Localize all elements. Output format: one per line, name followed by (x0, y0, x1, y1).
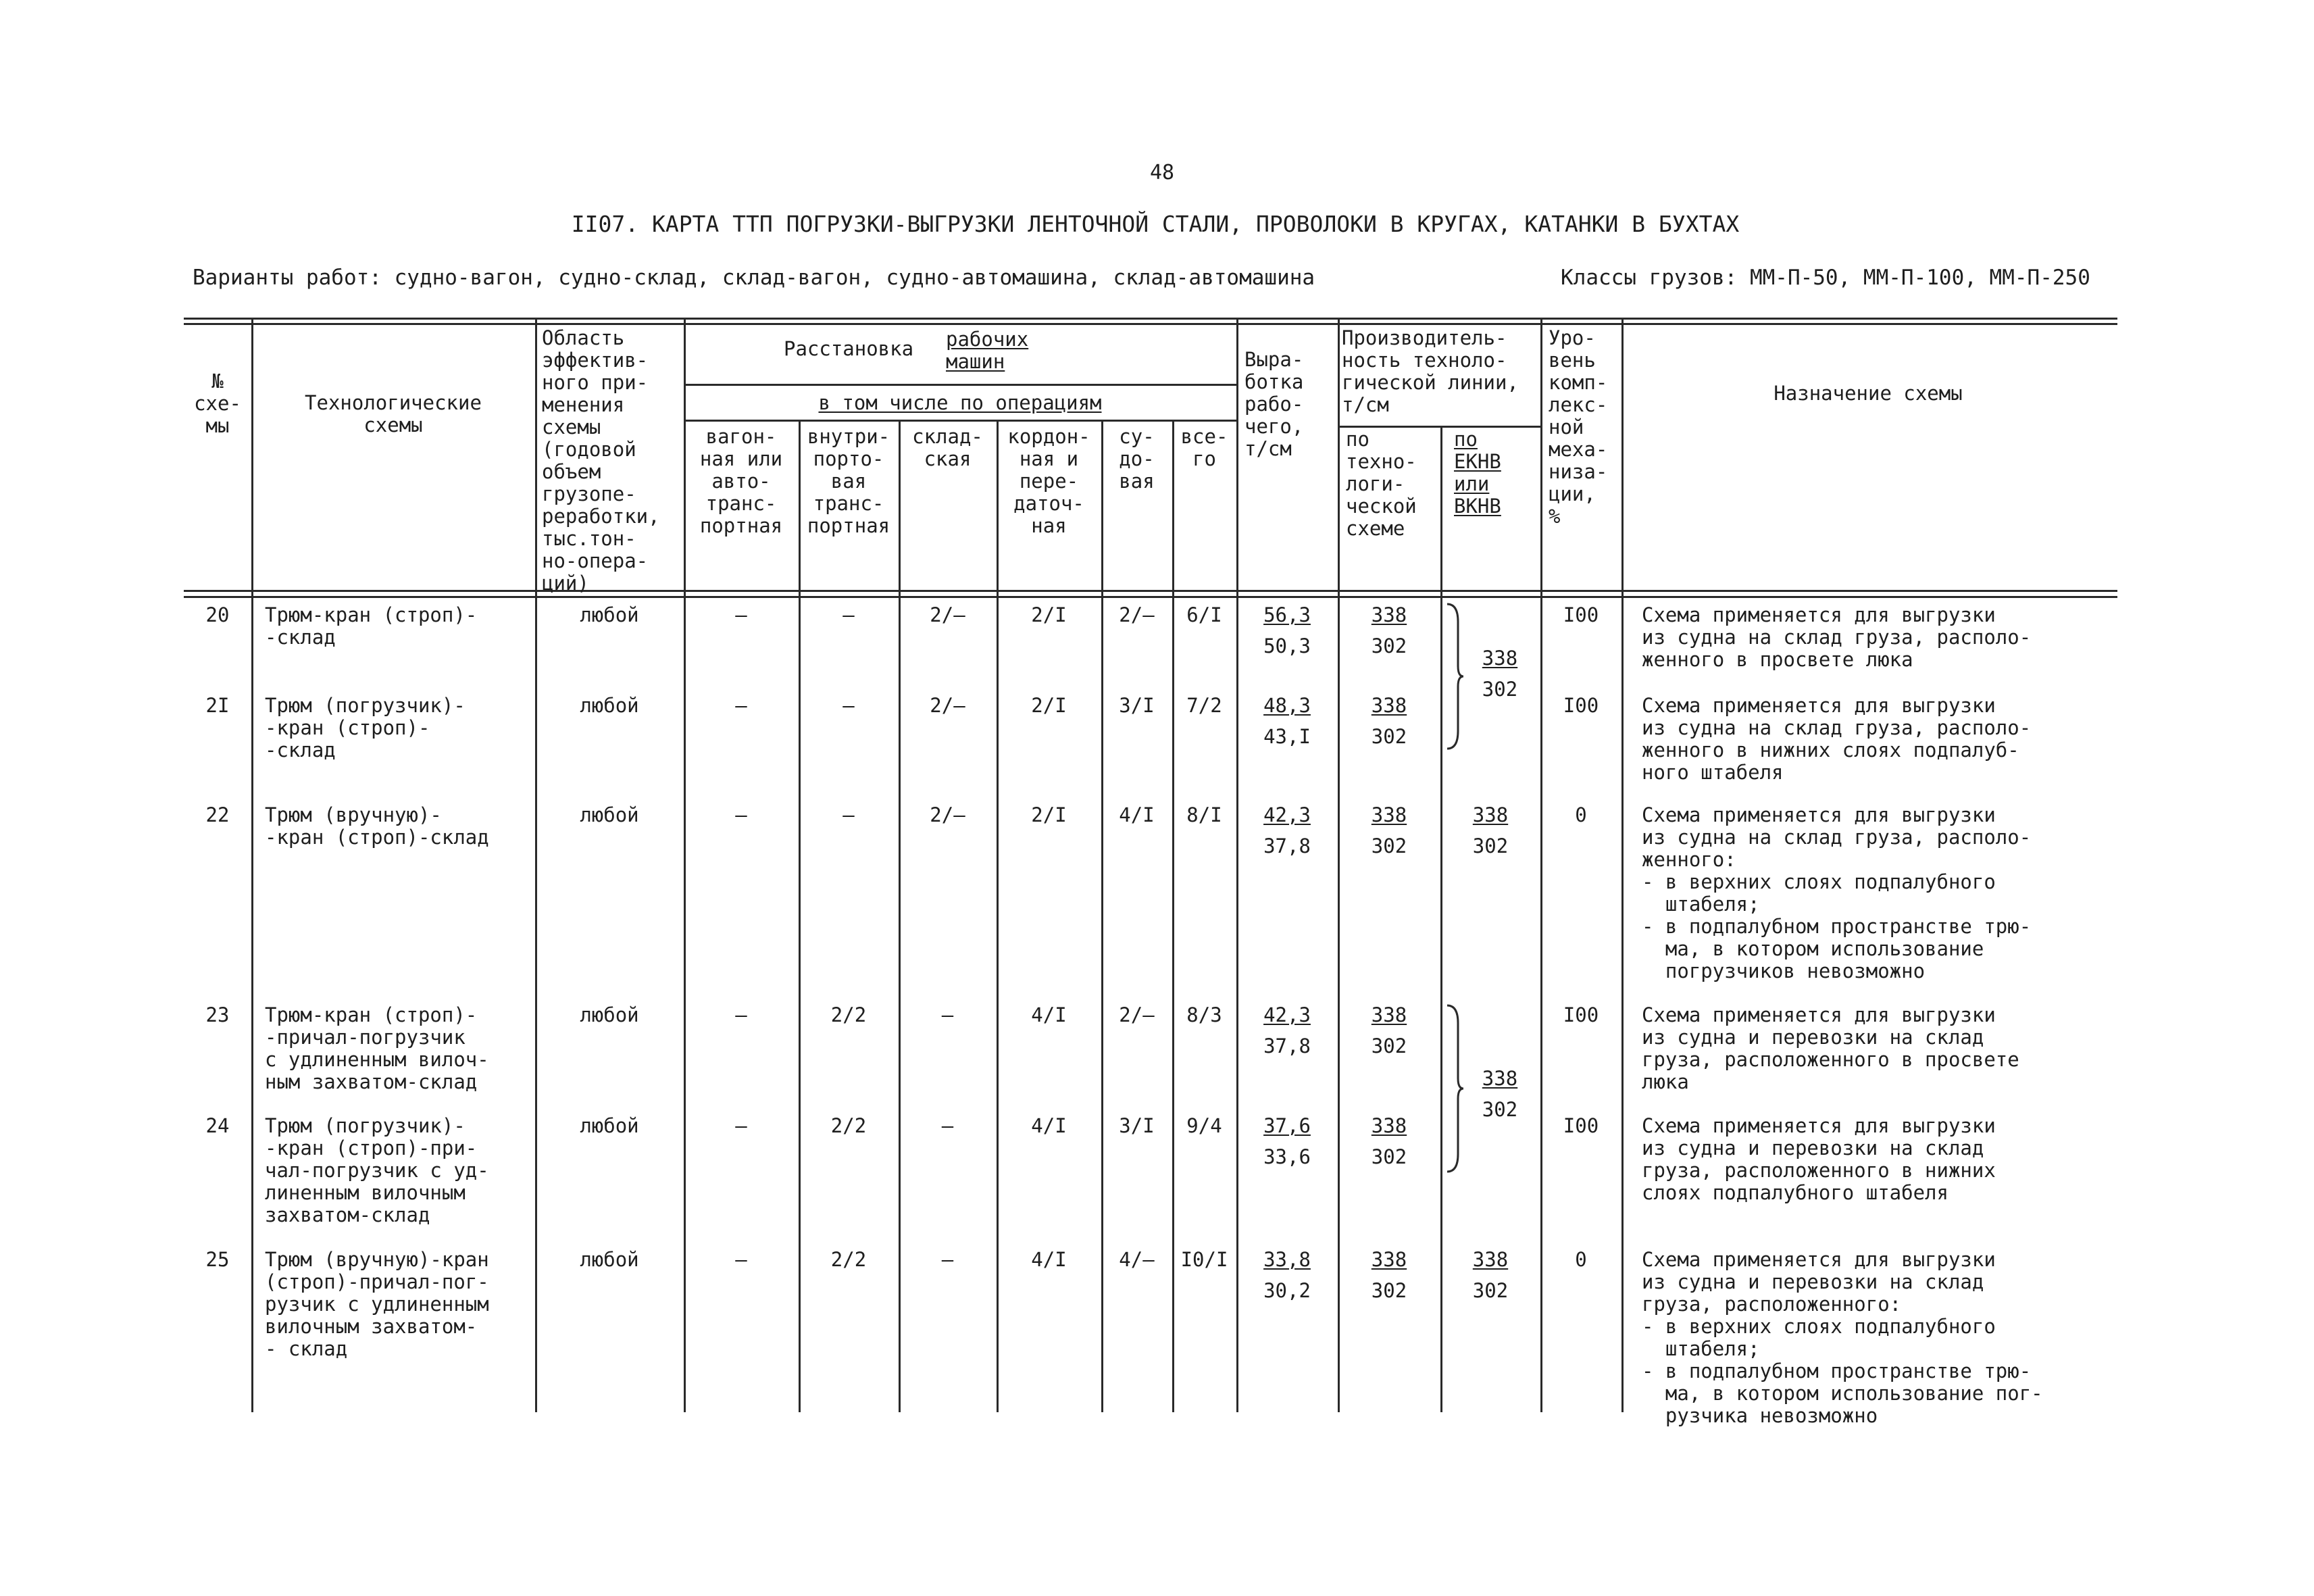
prod-top: 338 (1371, 1248, 1407, 1271)
header-output: Выра- ботка рабо- чего, т/см (1244, 348, 1304, 460)
op-inport-cell: – (842, 603, 855, 626)
header-purpose: Назначение схемы (1774, 382, 1963, 405)
op-wagon-cell: – (735, 803, 747, 826)
row-number: 2I (205, 694, 230, 717)
op-inport-cell: – (842, 694, 855, 717)
prod-top: 338 (1371, 694, 1407, 717)
prod-bottom: 302 (1371, 725, 1407, 748)
header-op-total: все- го (1180, 425, 1228, 470)
output-top: 48,3 (1263, 694, 1311, 717)
header-placement: Расстановка (784, 337, 926, 360)
header-op-inport: внутри- порто- вая транс- портная (807, 425, 890, 537)
cargo-classes: Классы грузов: ММ-П-50, ММ-П-100, ММ-П-250 (1561, 266, 2090, 290)
area-cell: любой (580, 1114, 639, 1137)
output-bottom: 30,2 (1263, 1279, 1311, 1302)
op-total-cell: 6/I (1186, 603, 1222, 626)
op-total-cell: I0/I (1180, 1248, 1228, 1271)
header-op-cordon: кордон- ная и пере- даточ- ная (1007, 425, 1090, 537)
output-top: 37,6 (1263, 1114, 1311, 1137)
output-bottom: 37,8 (1263, 1034, 1311, 1057)
area-cell: любой (580, 1248, 639, 1271)
document-title: II07. КАРТА ТТП ПОГРУЗКИ-ВЫГРУЗКИ ЛЕНТОЧНОЙ СТАЛИ, ПРОВОЛОКИ В КРУГАХ, КАТАНКИ В БУХТАХ (571, 211, 1740, 237)
output-top: 56,3 (1263, 603, 1311, 626)
group-ekn-bottom: 302 (1482, 678, 1518, 701)
header-op-warehouse: склад- ская (912, 425, 983, 470)
op-warehouse-cell: 2/– (930, 694, 965, 717)
header-mechanization-level: Уро- вень комп- лекс- ной меха- низа- ции, % (1549, 326, 1608, 528)
op-warehouse-cell: 2/– (930, 603, 965, 626)
header-operations: в том числе по операциям (818, 391, 1102, 414)
op-wagon-cell: – (735, 1114, 747, 1137)
op-warehouse-cell: – (941, 1003, 954, 1026)
header-placement-machines: рабочих машин (946, 328, 1029, 373)
purpose-cell: Схема применяется для выгрузки из судна и перевозки на склад груза, расположенного в нижних слоях подпалубного штабеля (1642, 1114, 1996, 1204)
header-schemes: Технологические схемы (305, 391, 482, 437)
op-total-cell: 8/I (1186, 803, 1222, 826)
area-cell: любой (580, 803, 639, 826)
output-bottom: 37,8 (1263, 834, 1311, 857)
ekn-bottom: 302 (1472, 1279, 1509, 1302)
op-inport-cell: 2/2 (830, 1003, 867, 1026)
prod-bottom: 302 (1371, 1279, 1407, 1302)
header-op-ship: су- до- вая (1119, 425, 1155, 493)
level-cell: 0 (1575, 803, 1587, 826)
scheme-text: Трюм (погрузчик)- -кран (строп)-при- чал-погрузчик с уд- линенным вилочным захватом-склад (265, 1114, 489, 1226)
level-cell: I00 (1563, 1003, 1599, 1026)
op-total-cell: 8/3 (1186, 1003, 1222, 1026)
purpose-cell: Схема применяется для выгрузки из судна на склад груза, располо- женного в просвете люка (1642, 603, 2032, 671)
page-number: 48 (1149, 161, 1175, 184)
header-prod-scheme: по техно- логи- ческой схеме (1346, 428, 1417, 540)
prod-bottom: 302 (1371, 834, 1407, 857)
scheme-text: Трюм (погрузчик)- -кран (строп)- -склад (265, 694, 466, 762)
purpose-cell: Схема применяется для выгрузки из судна и перевозки на склад груза, расположенного в просвете люка (1642, 1003, 2019, 1093)
output-top: 33,8 (1263, 1248, 1311, 1271)
level-cell: I00 (1563, 1114, 1599, 1137)
prod-bottom: 302 (1371, 1034, 1407, 1057)
op-ship-cell: 4/I (1119, 803, 1155, 826)
purpose-cell: Схема применяется для выгрузки из судна и перевозки на склад груза, расположенного: - в верхних слоях подпалубного штабеля; - в подпалубном пространстве трю- ма, в котором использование пог- рузчика невозможно (1642, 1248, 2043, 1427)
op-cordon-cell: 2/I (1031, 803, 1067, 826)
prod-top: 338 (1371, 1114, 1407, 1137)
scheme-text: Трюм-кран (строп)- -причал-погрузчик с удлиненным вилоч- ным захватом-склад (265, 1003, 489, 1093)
area-cell: любой (580, 694, 639, 717)
output-bottom: 43,I (1263, 725, 1311, 748)
op-total-cell: 9/4 (1186, 1114, 1222, 1137)
purpose-cell: Схема применяется для выгрузки из судна на склад груза, располо- женного в нижних слоях подпалуб- ного штабеля (1642, 694, 2032, 784)
row-number: 25 (205, 1248, 230, 1271)
op-ship-cell: 3/I (1119, 1114, 1155, 1137)
op-total-cell: 7/2 (1186, 694, 1222, 717)
op-warehouse-cell: – (941, 1114, 954, 1137)
level-cell: I00 (1563, 694, 1599, 717)
scheme-text: Трюм (вручную)-кран (строп)-причал-пог- рузчик с удлиненным вилочным захватом- - склад (265, 1248, 489, 1360)
op-inport-cell: 2/2 (830, 1248, 867, 1271)
op-cordon-cell: 4/I (1031, 1114, 1067, 1137)
op-wagon-cell: – (735, 603, 747, 626)
op-wagon-cell: – (735, 1248, 747, 1271)
brace-icon (1444, 601, 1465, 751)
prod-bottom: 302 (1371, 634, 1407, 657)
output-bottom: 33,6 (1263, 1145, 1311, 1168)
group-ekn-top: 338 (1482, 1067, 1518, 1090)
op-inport-cell: 2/2 (830, 1114, 867, 1137)
prod-top: 338 (1371, 603, 1407, 626)
op-warehouse-cell: – (941, 1248, 954, 1271)
op-cordon-cell: 4/I (1031, 1248, 1067, 1271)
op-cordon-cell: 4/I (1031, 1003, 1067, 1026)
op-wagon-cell: – (735, 1003, 747, 1026)
header-prod-ekn: по ЕКНВ или ВКНВ (1454, 428, 1501, 518)
ekn-top: 338 (1472, 803, 1509, 826)
prod-bottom: 302 (1371, 1145, 1407, 1168)
op-warehouse-cell: 2/– (930, 803, 965, 826)
header-number: № схе- мы (194, 370, 241, 437)
row-number: 23 (205, 1003, 230, 1026)
header-area: Область эффектив- ного при- менения схемы (годовой объем грузопе- реработки, тыс.тон- но-опера- ций) (542, 326, 660, 595)
header-op-wagon: вагон- ная или авто- транс- портная (699, 425, 783, 537)
ekn-bottom: 302 (1472, 834, 1509, 857)
level-cell: 0 (1575, 1248, 1587, 1271)
op-ship-cell: 2/– (1119, 1003, 1155, 1026)
header-productivity: Производитель- ность техноло- гической линии, т/см (1342, 326, 1519, 416)
group-ekn-bottom: 302 (1482, 1098, 1518, 1121)
row-number: 20 (205, 603, 230, 626)
area-cell: любой (580, 603, 639, 626)
level-cell: I00 (1563, 603, 1599, 626)
op-ship-cell: 3/I (1119, 694, 1155, 717)
output-bottom: 50,3 (1263, 634, 1311, 657)
scheme-text: Трюм (вручную)- -кран (строп)-склад (265, 803, 489, 849)
work-variants: Варианты работ: судно-вагон, судно-склад, склад-вагон, судно-автомашина, склад-автомашина (193, 266, 1315, 290)
op-inport-cell: – (842, 803, 855, 826)
output-top: 42,3 (1263, 1003, 1311, 1026)
ekn-top: 338 (1472, 1248, 1509, 1271)
op-cordon-cell: 2/I (1031, 603, 1067, 626)
area-cell: любой (580, 1003, 639, 1026)
prod-top: 338 (1371, 803, 1407, 826)
row-number: 24 (205, 1114, 230, 1137)
op-cordon-cell: 2/I (1031, 694, 1067, 717)
op-ship-cell: 4/– (1119, 1248, 1155, 1271)
row-number: 22 (205, 803, 230, 826)
scheme-text: Трюм-кран (строп)- -склад (265, 603, 478, 649)
op-wagon-cell: – (735, 694, 747, 717)
op-ship-cell: 2/– (1119, 603, 1155, 626)
group-ekn-top: 338 (1482, 647, 1518, 670)
prod-top: 338 (1371, 1003, 1407, 1026)
output-top: 42,3 (1263, 803, 1311, 826)
purpose-cell: Схема применяется для выгрузки из судна на склад груза, располо- женного: - в верхних слоях подпалубного штабеля; - в подпалубном пространстве трю- ма, в котором использование погрузчиков невозможно (1642, 803, 2032, 982)
